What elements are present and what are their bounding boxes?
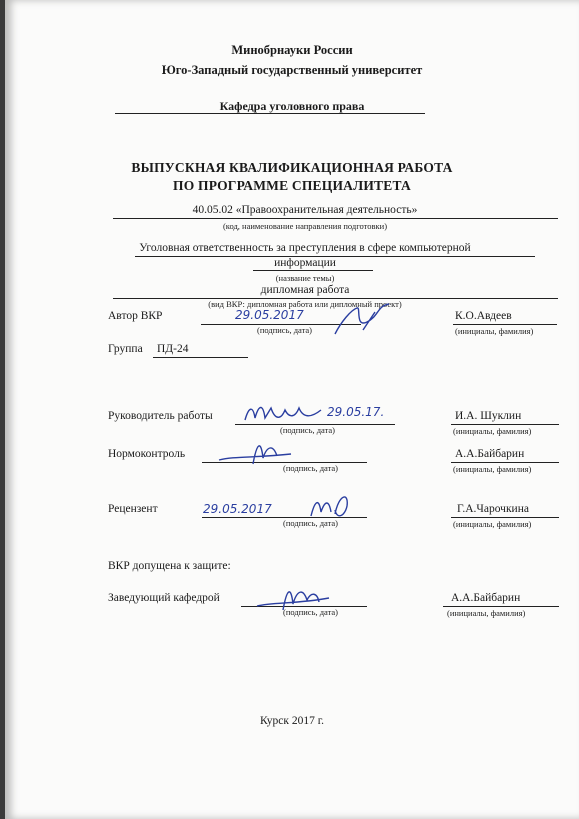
author-label: Автор ВКР (108, 310, 163, 322)
admission-text: ВКР допущена к защите: (108, 560, 231, 572)
topic-line2: информации (274, 257, 336, 269)
head-of-department-name-caption: (инициалы, фамилия) (447, 608, 526, 618)
document-page (5, 0, 579, 819)
reviewer-sign-caption: (подпись, дата) (283, 518, 339, 528)
reviewer-name-caption: (инициалы, фамилия) (453, 519, 532, 529)
head-of-department-label: Заведующий кафедрой (108, 592, 220, 604)
norm-control-name-caption: (инициалы, фамилия) (453, 464, 532, 474)
head-of-department-name: А.А.Байбарин (451, 592, 521, 604)
document-title-line1: ВЫПУСКНАЯ КВАЛИФИКАЦИОННАЯ РАБОТА (131, 160, 453, 175)
direction-caption: (код, наименование направления подготовки) (222, 221, 388, 231)
direction-value: 40.05.02 «Правоохранительная деятельность» (192, 204, 418, 216)
department-name: Кафедра уголовного права (219, 99, 365, 113)
supervisor-signature-icon (241, 400, 327, 426)
work-type-caption: (вид ВКР: дипломная работа или дипломный проект) (208, 299, 402, 309)
supervisor-name-caption: (инициалы, фамилия) (453, 426, 532, 436)
author-name: К.О.Авдеев (455, 310, 512, 322)
norm-control-name-line (451, 462, 559, 463)
work-type-value: дипломная работа (260, 284, 350, 296)
supervisor-sign-caption: (подпись, дата) (280, 425, 336, 435)
topic-caption: (название темы) (275, 273, 335, 283)
ministry-name: Минобрнауки России (231, 43, 353, 57)
head-of-department-name-line (443, 606, 559, 607)
reviewer-name: Г.А.Чарочкина (457, 503, 529, 515)
head-of-department-sign-caption: (подпись, дата) (283, 607, 339, 617)
author-date: 29.05.2017 (235, 308, 304, 322)
topic-line1: Уголовная ответственность за преступления в сфере компьютерной (139, 242, 471, 254)
group-underline (153, 357, 248, 358)
author-name-caption: (инициалы, фамилия) (455, 326, 534, 336)
reviewer-label: Рецензент (108, 503, 158, 515)
group-label: Группа (108, 343, 143, 355)
group-value: ПД-24 (157, 343, 189, 355)
university-name: Юго-Западный государственный университет (161, 63, 423, 77)
author-signature-icon (327, 300, 397, 340)
city-year: Курск 2017 г. (259, 715, 325, 727)
author-sign-caption: (подпись, дата) (257, 325, 313, 335)
direction-underline (113, 218, 558, 219)
norm-control-label: Нормоконтроль (108, 448, 186, 460)
norm-control-sign-caption: (подпись, дата) (283, 463, 339, 473)
supervisor-label: Руководитель работы (108, 410, 213, 422)
supervisor-name: И.А. Шуклин (455, 410, 522, 422)
author-name-line (453, 324, 557, 325)
supervisor-name-line (451, 424, 559, 425)
document-title-line2: ПО ПРОГРАММЕ СПЕЦИАЛИТЕТА (173, 178, 411, 193)
topic-underline-2 (253, 270, 373, 271)
reviewer-name-line (451, 517, 559, 518)
reviewer-date: 29.05.2017 (203, 502, 272, 516)
norm-control-name: А.А.Байбарин (455, 448, 525, 460)
supervisor-date: 29.05.17. (327, 405, 385, 419)
